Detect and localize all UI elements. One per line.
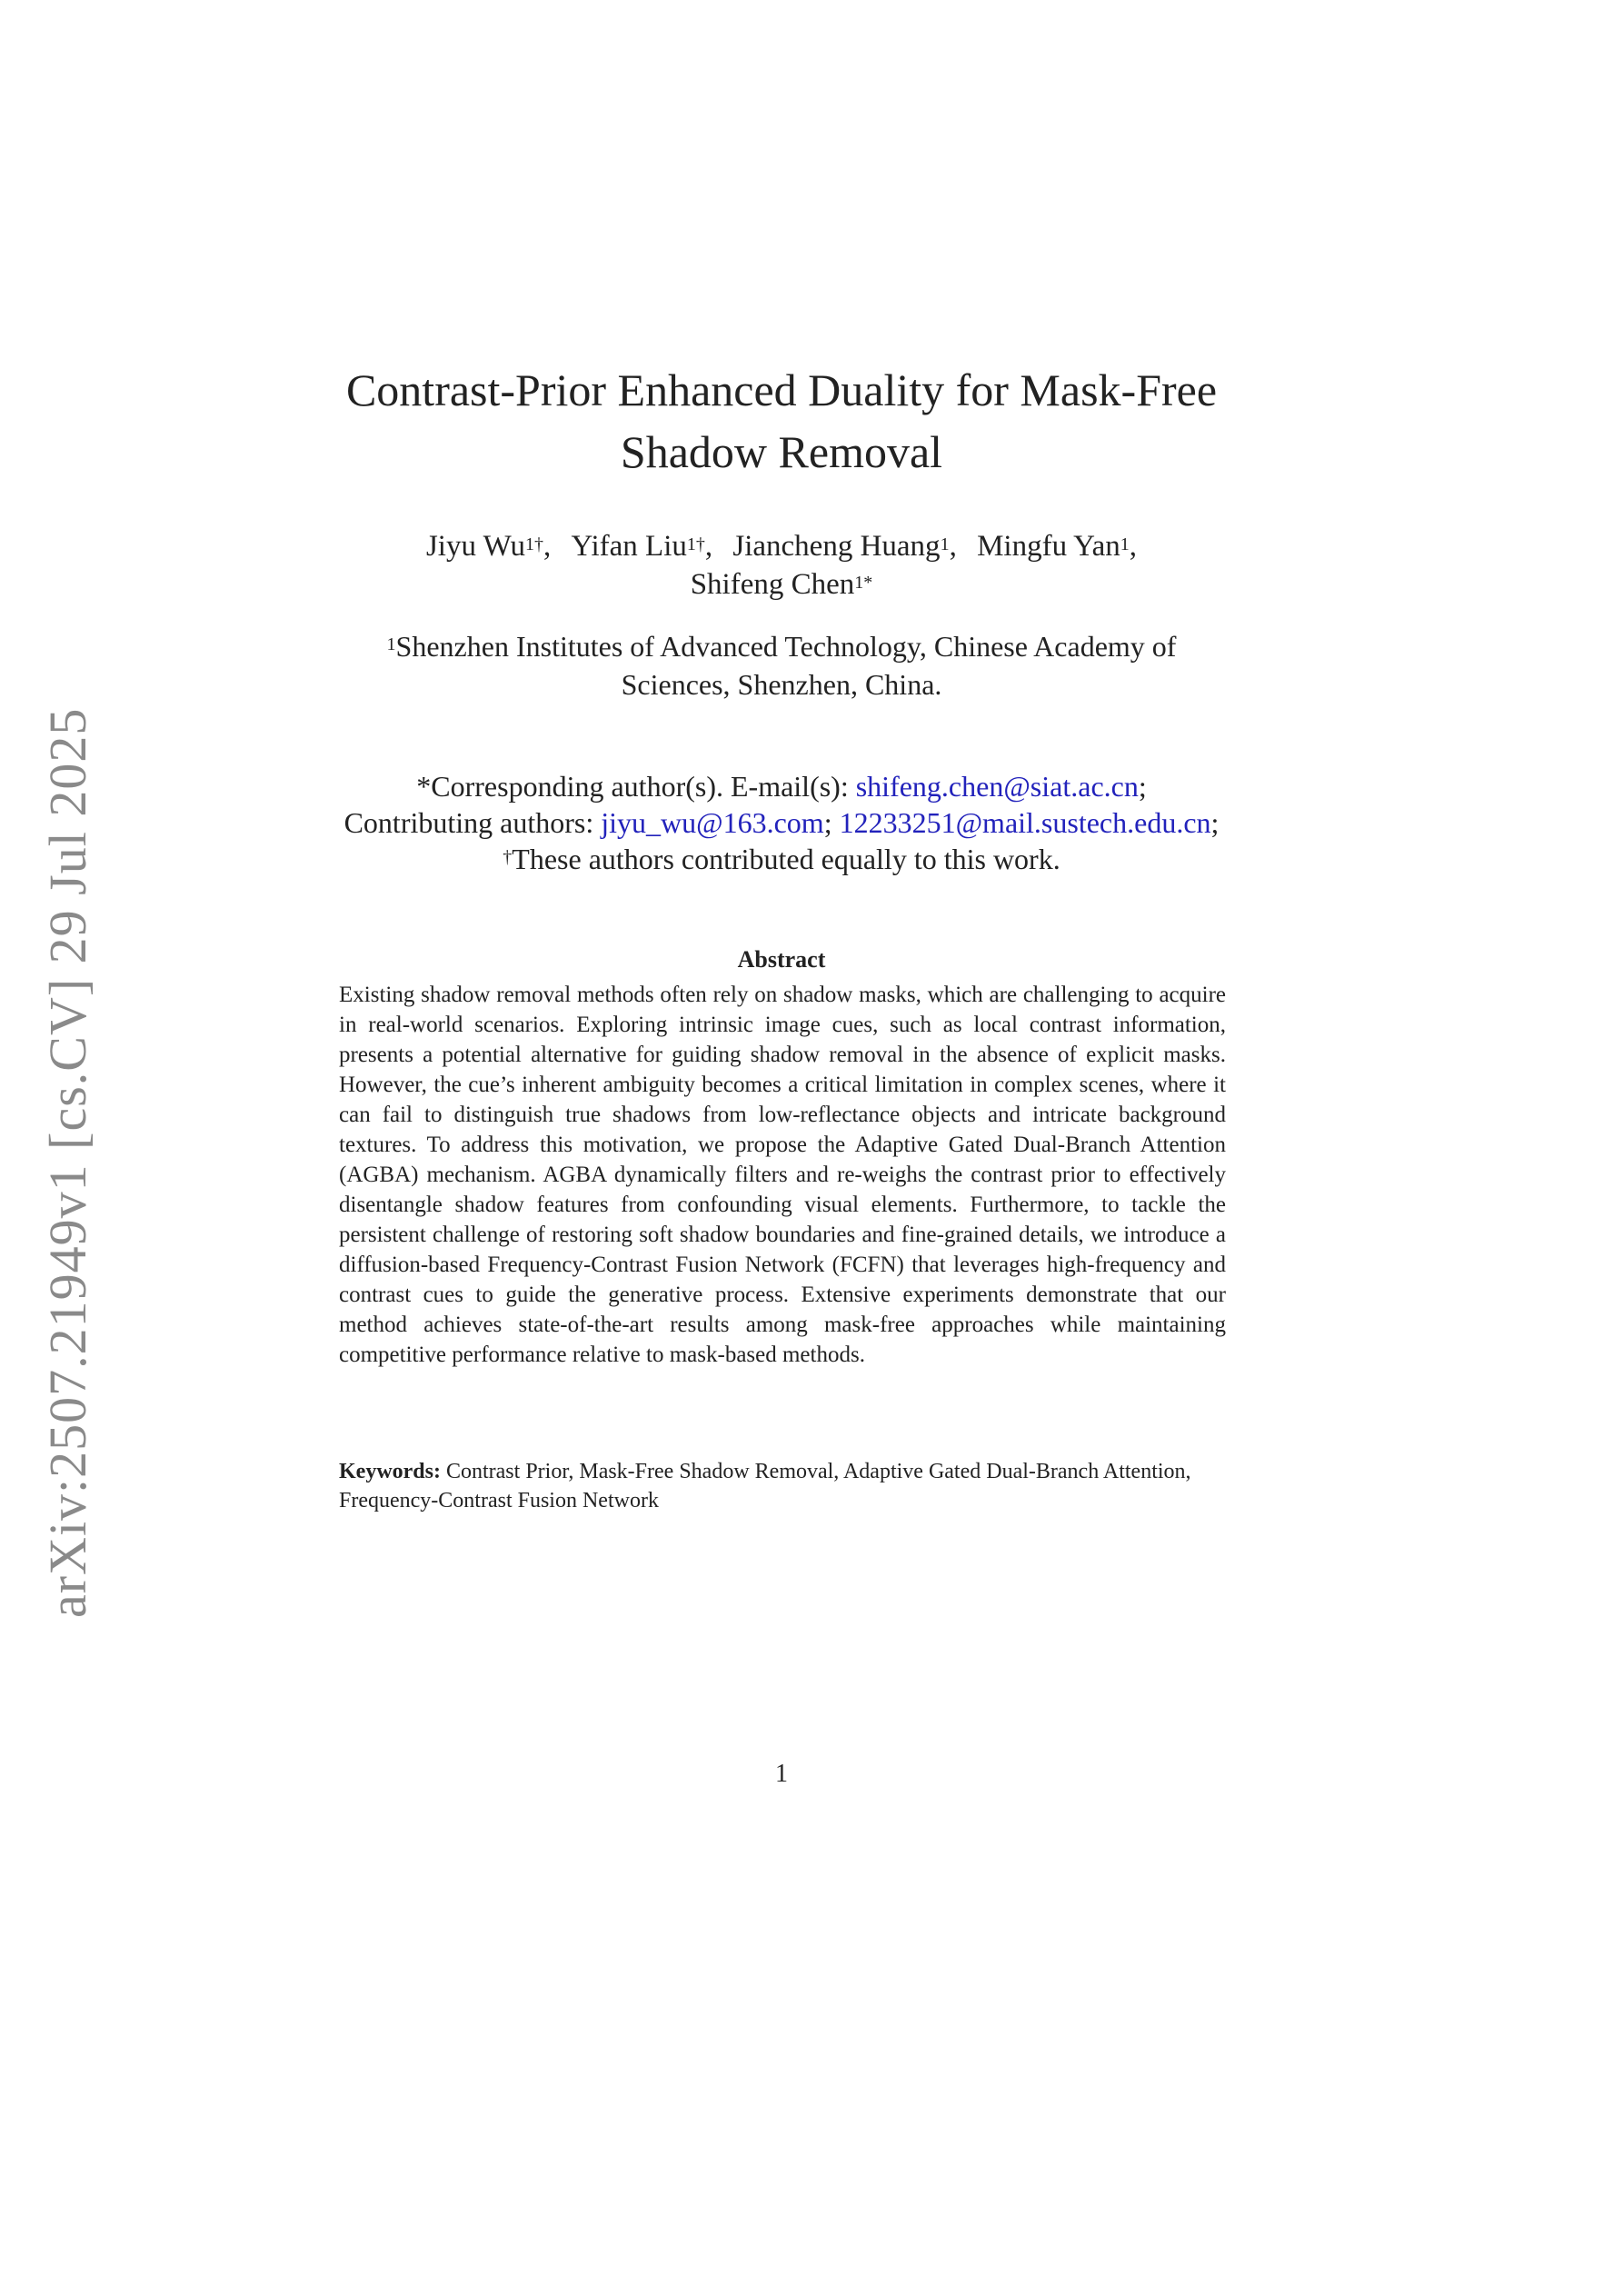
paper-title [273, 359, 1290, 483]
dagger-mark: † [503, 847, 513, 867]
page-number: 1 [775, 1760, 788, 1788]
corresponding-line: *Corresponding author(s). E-mail(s): shifeng.chen@siat.ac.cn; [416, 770, 1147, 803]
author: Jiancheng Huang$^1$, [732, 530, 957, 563]
keywords [339, 1457, 1226, 1515]
title-line-2: Shadow Removal [620, 426, 943, 477]
keywords-label: Keywords: [339, 1460, 441, 1483]
contributing-line: Contributing authors: jiyu_wu@163.com; 12233251@mail.sustech.edu.cn; [344, 806, 1220, 839]
author-line-1 [273, 527, 1290, 565]
contributing-email-link-2[interactable]: 12233251@mail.sustech.edu.cn [839, 806, 1211, 839]
author: Jiyu $Wu^{1\dagger}$, [425, 530, 552, 563]
affiliation-line-1: Shenzhen Institutes of Advanced Technology, Chinese Academy of [395, 630, 1177, 663]
author: Mingfu Yan$^1$, [977, 530, 1138, 563]
author-line-2 [273, 565, 1290, 604]
abstract-heading: Abstract [737, 946, 826, 973]
keywords-text: Contrast Prior, Mask-Free Shadow Removal, Adaptive Gated Dual-Branch Attention, Frequency-Contrast Fusion Network [339, 1460, 1191, 1512]
author: Shifeng Chen$^{1*}$ [690, 568, 873, 601]
contributing-email-link-1[interactable]: jiyu_wu@163.com [601, 806, 824, 839]
author: Yifan Liu$^{1\dagger}$, [571, 530, 713, 563]
affiliation-line-2: Sciences, Shenzhen, China. [621, 668, 942, 701]
affiliation-mark: 1 [386, 634, 396, 654]
arxiv-watermark: arXiv:2507.21949v1 [cs.CV] 29 Jul 2025 [38, 707, 97, 1618]
contact-info [273, 768, 1290, 877]
corresponding-email-link[interactable]: shifeng.chen@siat.ac.cn [855, 770, 1139, 803]
author-list [273, 527, 1290, 604]
affiliation [273, 627, 1290, 704]
equal-contribution-note: †These authors contributed equally to this work. [503, 843, 1060, 875]
title-line-1: Contrast-Prior Enhanced Duality for Mask-Free [345, 364, 1218, 415]
abstract-body: Existing shadow removal methods often rely on shadow masks, which are challenging to acquire in real-world scenarios. Exploring intrinsic image cues, such as local contrast information, presents a potential alternative for guiding shadow removal in the absence of explicit masks. However, the cue’s inherent ambiguity becomes a critical limitation in complex scenes, where it can fail to distinguish true shadows from low-reflectance objects and intricate background textures. To address this motivation, we propose the Adaptive Gated Dual-Branch Attention (AGBA) mechanism. AGBA dynamically filters and re-weighs the contrast prior to effectively disentangle shadow features from confounding visual elements. Furthermore, to tackle the persistent challenge of restoring soft shadow boundaries and fine-grained details, we introduce a diffusion-based Frequency-Contrast Fusion Network (FCFN) that leverages high-frequency and contrast cues to guide the generative process. Extensive experiments demonstrate that our method achieves state-of-the-art results among mask-free approaches while maintaining competitive performance relative to mask-based methods. [339, 983, 1226, 1367]
